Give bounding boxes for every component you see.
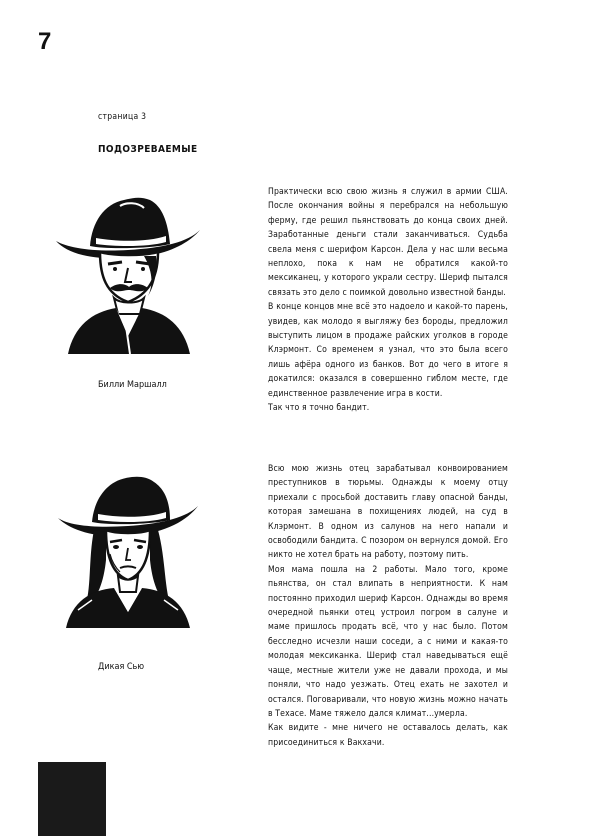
wild-sue-name: Дикая Сью <box>98 662 145 672</box>
story-paragraph: Моя мама пошла на 2 работы. Мало того, кроме пьянства, он стал влипать в неприятности. К нам постоянно приходил шериф Карсон. Однажды во время очередной пьянки отец устроил погром в салуне и маме пришлось продать всё, что у нас было. Потом бесследно исчезли наши соседи, а с ними и какая-то молодая мексиканка. Шериф стал наведываться ещё чаще, местные жители уже не давали прохода, и мы поняли, что надо уезжать. Отец ехать не захотел и остался. Поговаривали, что новую жизнь можно начать в Техасе. Маме тяжело дался климат...умерла. <box>268 564 508 719</box>
wild-sue-story <box>268 462 508 750</box>
story-paragraph: Всю мою жизнь отец зарабатывал конвоированием преступников в тюрьмы. Однажды к моему отцу приехали с просьбой доставить главу опасной банды, которая замешана в похищениях людей, на суд в Клэрмонт. В одном из салунов на него напали и освободили бандита. С позором он вернулся домой. Его никто не хотел брать на работу, поэтому пить. <box>268 464 508 561</box>
story-paragraph: В конце концов мне всё это надоело и какой-то парень, увидев, как молодо я выгляжу без бороды, предложил выступить лицом в продаже райских уголков в городе Клэрмонт. Со временем я узнал, что это была всего лишь афёра одного из банков. Вот до чего в итоге я докатился: оказался в совершенно гиблом месте, где единственное развлечение игра в кости. <box>268 302 508 399</box>
page-number: 7 <box>38 28 52 55</box>
story-paragraph: Так что я точно бандит. <box>268 403 370 414</box>
billy-marshall-name: Билли Маршалл <box>98 380 167 390</box>
billy-marshall-story <box>268 185 508 416</box>
billy-marshall-portrait <box>48 186 208 356</box>
story-paragraph: Практически всю свою жизнь я служил в армии США. После окончания войны я перебрался на небольшую ферму, где решил пьянствовать до конца своих дней. Заработанные деньги стали заканчиваться. Судьба свела меня с шерифом Карсон. Дела у нас шли весьма неплохо, пока к нам не обратился какой-то мексиканец, у которого украли сестру. Шериф пытался связать это дело с поимкой довольно известной банды. <box>268 187 508 298</box>
story-paragraph: Как видите - мне ничего не оставалось делать, как присоединиться к Вакхачи. <box>268 723 508 748</box>
wild-sue-portrait <box>48 460 208 630</box>
page-label: страница 3 <box>98 112 147 122</box>
section-title: ПОДОЗРЕВАЕМЫЕ <box>98 144 198 155</box>
corner-decorative-block <box>38 762 106 836</box>
